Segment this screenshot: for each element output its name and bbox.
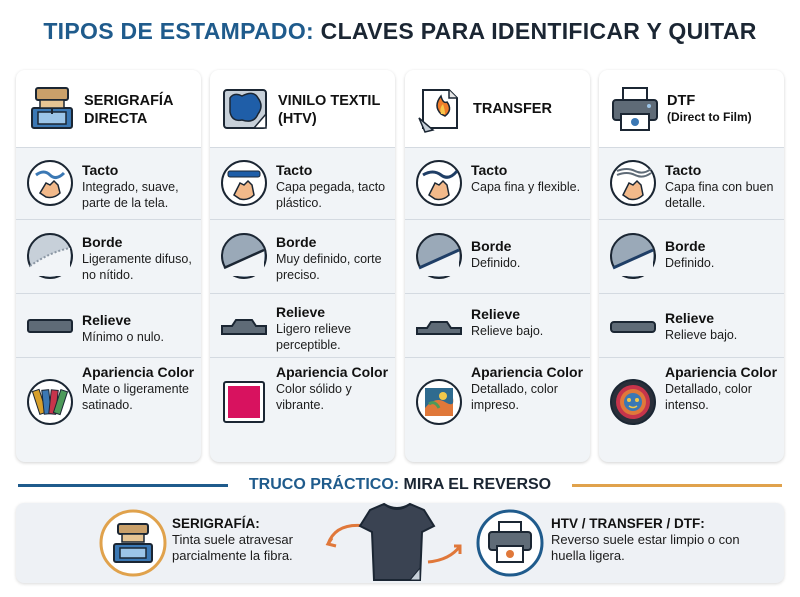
tip-title: TRUCO PRÁCTICO: MIRA EL REVERSO [248, 476, 552, 493]
row-description: Mate o ligeramente satinado. [82, 382, 190, 412]
relief-raised-icon [220, 302, 268, 350]
row-tacto [16, 148, 201, 220]
title-rest: CLAVES PARA IDENTIFICAR Y QUITAR [320, 18, 757, 44]
column-header [599, 70, 784, 148]
row-description: Detallado, color impreso. [471, 382, 558, 412]
row-tacto [405, 148, 590, 220]
colorful-lion-icon [609, 378, 657, 426]
row-label: Apariencia Color [665, 364, 778, 380]
row-description: Definido. [471, 256, 521, 270]
row-apariencia [16, 358, 201, 462]
row-description: Detallado, color intenso. [665, 382, 752, 412]
row-label: Borde [276, 234, 317, 250]
column-title: SERIGRAFÍA DIRECTA [84, 93, 173, 127]
tip-left-heading: SERIGRAFÍA: [172, 516, 260, 531]
column-title: VINILO TEXTIL (HTV) [278, 93, 381, 127]
printer-icon [475, 508, 545, 578]
row-description: Color sólido y vibrante. [276, 382, 352, 412]
row-tacto [210, 148, 395, 220]
column-subtitle: (Direct to Film) [667, 110, 752, 124]
row-label: Apariencia Color [471, 364, 584, 380]
title-accent: TIPOS DE ESTAMPADO: [43, 18, 314, 44]
column-header [210, 70, 395, 148]
row-description: Capa fina con buen detalle. [665, 180, 774, 210]
row-description: Integrado, suave, parte de la tela. [82, 180, 179, 210]
vinyl-sheet-icon [220, 84, 272, 134]
row-label: Borde [665, 238, 706, 254]
hand-touch-icon [415, 159, 463, 207]
row-apariencia [210, 358, 395, 462]
hand-touch-icon [26, 159, 74, 207]
column-header [16, 70, 201, 148]
printer-icon [609, 84, 661, 134]
row-borde [405, 220, 590, 294]
relief-low-icon [609, 302, 657, 350]
row-description: Definido. [665, 256, 715, 270]
column-header [405, 70, 590, 148]
tshirt-reverse-icon [322, 500, 472, 586]
row-description: Relieve bajo. [471, 324, 544, 338]
row-borde [599, 220, 784, 294]
row-apariencia [599, 358, 784, 462]
hand-touch-icon [609, 159, 657, 207]
row-label: Relieve [471, 306, 521, 322]
print-types-grid [16, 70, 784, 462]
printed-image-icon [415, 378, 463, 426]
row-label: Apariencia Color [276, 364, 389, 380]
row-label: Tacto [276, 162, 313, 178]
edge-defined-icon [415, 232, 463, 280]
row-label: Tacto [471, 162, 508, 178]
row-label: Tacto [665, 162, 702, 178]
row-borde [16, 220, 201, 294]
edge-diffuse-icon [26, 232, 74, 280]
tip-right-description: Reverso suele estar limpio o con huella ligera. [551, 532, 740, 563]
row-description: Ligeramente difuso, no nítido. [82, 252, 192, 282]
row-description: Mínimo o nulo. [82, 330, 164, 344]
tip-right-heading: HTV / TRANSFER / DTF: [551, 516, 705, 531]
row-description: Capa pegada, tacto plástico. [276, 180, 386, 210]
row-label: Tacto [82, 162, 119, 178]
hand-touch-icon [220, 159, 268, 207]
row-label: Borde [471, 238, 512, 254]
row-label: Relieve [665, 310, 715, 326]
screen-print-frame-icon [98, 508, 168, 578]
row-apariencia [405, 358, 590, 462]
row-borde [210, 220, 395, 294]
solid-color-icon [220, 378, 268, 426]
edge-sharp-icon [220, 232, 268, 280]
edge-defined-icon [609, 232, 657, 280]
column-dtf [599, 70, 784, 462]
row-description: Relieve bajo. [665, 328, 738, 342]
row-label: Relieve [82, 312, 132, 328]
column-title: DTF (Direct to Film) [667, 92, 782, 125]
row-description: Capa fina y flexible. [471, 180, 581, 194]
row-label: Borde [82, 234, 123, 250]
column-serigrafia [16, 70, 201, 462]
relief-low-icon [415, 302, 463, 350]
column-vinilo [210, 70, 395, 462]
row-tacto [599, 148, 784, 220]
row-label: Relieve [276, 304, 326, 320]
row-description: Ligero relieve perceptible. [276, 322, 352, 352]
row-relieve [599, 294, 784, 358]
color-swatches-icon [26, 378, 74, 426]
column-title: TRANSFER [473, 101, 552, 117]
row-label: Apariencia Color [82, 364, 195, 380]
row-relieve [210, 294, 395, 358]
row-relieve [16, 294, 201, 358]
row-relieve [405, 294, 590, 358]
page-title [0, 18, 800, 45]
screen-print-frame-icon [26, 84, 78, 134]
column-transfer [405, 70, 590, 462]
row-description: Muy definido, corte preciso. [276, 252, 382, 282]
tip-left-description: Tinta suele atravesar parcialmente la fibra. [172, 532, 293, 563]
heat-transfer-paper-icon [415, 84, 467, 134]
relief-flat-icon [26, 302, 74, 350]
